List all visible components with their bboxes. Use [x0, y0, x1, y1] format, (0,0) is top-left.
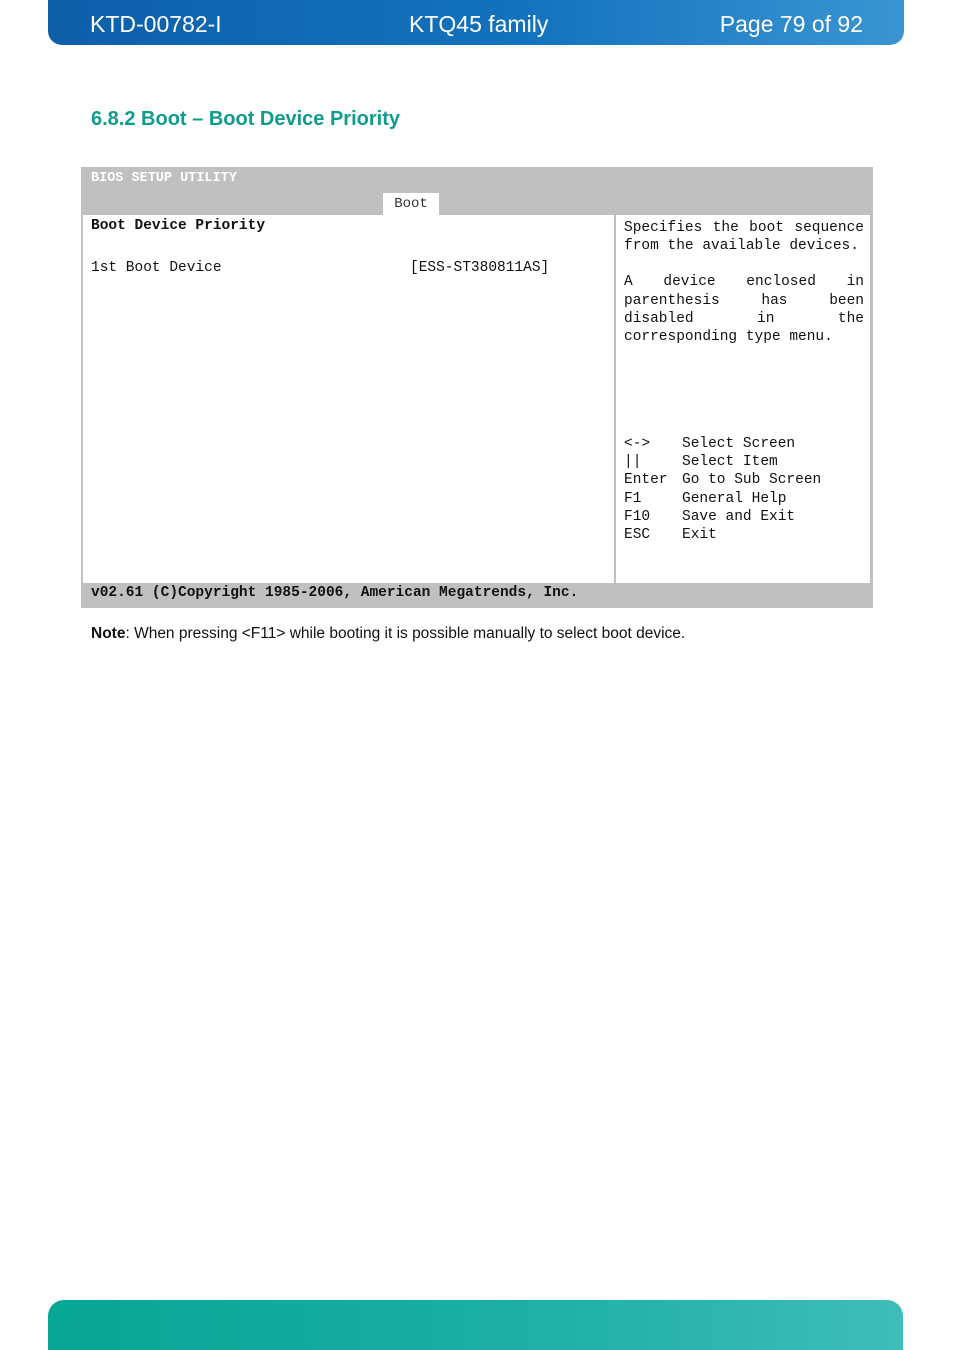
key-legend: [624, 435, 821, 544]
document-id: KTD-00782-I: [90, 11, 222, 37]
key-action: General Help: [682, 490, 787, 507]
help-text: [624, 219, 864, 364]
bios-setup-screenshot: [81, 167, 873, 608]
bios-main-panel: [83, 215, 616, 583]
key-action: Select Item: [682, 454, 778, 471]
panel-title: Boot Device Priority: [91, 218, 266, 234]
bios-utility-title: BIOS SETUP UTILITY: [91, 171, 237, 186]
tab-boot[interactable]: Boot: [383, 193, 439, 215]
key-legend-row: [624, 490, 821, 508]
key-name: Enter: [624, 472, 668, 489]
key-legend-row: [624, 453, 821, 471]
key-name: ESC: [624, 526, 651, 543]
key-legend-row: [624, 526, 821, 544]
key-action: Exit: [682, 526, 717, 543]
key-legend-row: [624, 471, 821, 489]
key-action: Save and Exit: [682, 508, 796, 525]
page-footer-band: [48, 1300, 903, 1350]
key-name: F10: [624, 508, 651, 525]
section-title: 6.8.2 Boot – Boot Device Priority: [91, 108, 400, 130]
note-paragraph: [91, 625, 685, 643]
key-legend-row: [624, 435, 821, 453]
key-name: F1: [624, 490, 642, 507]
key-action: Select Screen: [682, 436, 796, 452]
key-name: <->: [624, 436, 651, 452]
bios-copyright: v02.61 (C)Copyright 1985-2006, American Megatrends, Inc.: [91, 585, 579, 601]
help-paragraph: Specifies the boot sequence from the available devices.: [624, 220, 864, 255]
page-number: Page 79 of 92: [719, 11, 863, 37]
bios-help-panel: [616, 215, 870, 583]
help-paragraph: A device enclosed in parenthesis has been disabled in the corresponding type menu.: [624, 274, 864, 346]
page-header: [48, 0, 904, 45]
note-label: Note: [91, 625, 126, 642]
product-family: KTQ45 family: [409, 11, 549, 37]
note-text: : When pressing <F11> while booting it is possible manually to select boot device.: [125, 625, 686, 642]
boot-device-value[interactable]: [ESS-ST380811AS]: [410, 260, 550, 276]
boot-device-label[interactable]: 1st Boot Device: [91, 260, 222, 276]
key-action: Go to Sub Screen: [682, 472, 822, 489]
key-legend-row: [624, 508, 821, 526]
key-name: ||: [624, 454, 642, 471]
